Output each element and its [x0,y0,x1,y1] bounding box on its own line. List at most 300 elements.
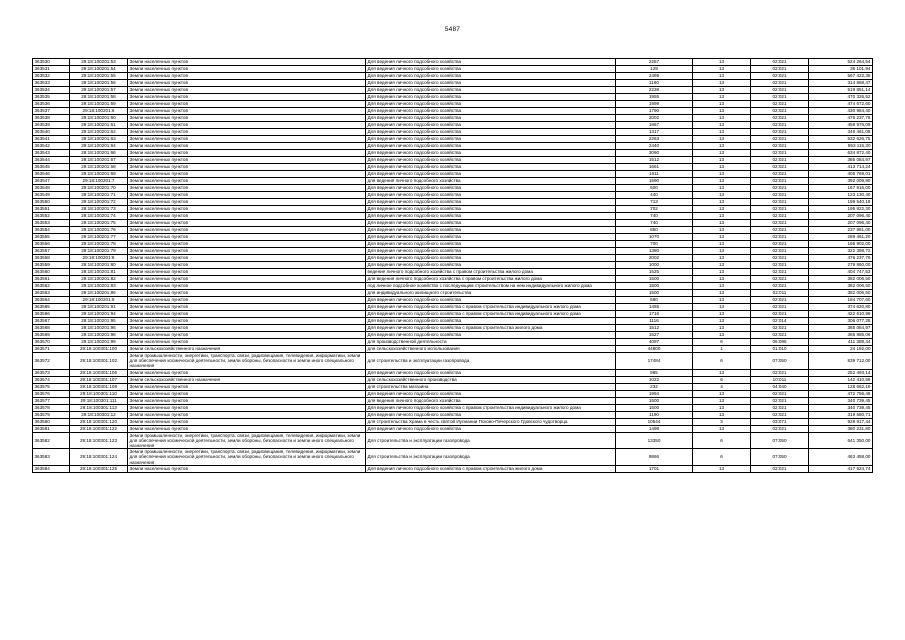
area-cell: 3060 [616,150,693,157]
use-code-cell: 02:021 [751,150,809,157]
permitted-use-cell: Для ведения личного подсобного хозяйства [366,318,616,325]
group-code-cell: 6 [693,339,751,346]
area-cell: 2257 [616,59,693,66]
group-code-cell: 13 [693,262,751,269]
permitted-use-cell: для строительства и эксплуатации газопровода [366,353,616,370]
cadastral-value-cell: 385 084,97 [809,157,873,164]
area-cell: 1716 [616,311,693,318]
use-code-cell: 02:021 [751,411,809,418]
cadastral-value-cell: 385 084,97 [809,325,873,332]
row-number-cell: 363584 [33,465,70,472]
permitted-use-cell: Для ведения личного подсобного хозяйства [366,80,616,87]
row-number-cell: 363560 [33,269,70,276]
cadastral-value-cell: 839 712,00 [809,353,873,370]
cadastral-value-cell: 340 739,45 [809,397,873,404]
permitted-use-cell: ведение личного подсобного хозяйства с правом строительства жилого дома [366,269,616,276]
table-row [33,66,873,73]
row-number-cell: 363554 [33,227,70,234]
area-cell: 1317 [616,129,693,136]
use-code-cell: 07:050 [751,353,809,370]
cadastral-value-cell: 382 006,50 [809,283,873,290]
area-cell: 1790 [616,108,693,115]
group-code-cell: 6 [693,353,751,370]
land-category-cell: Земли населенных пунктов [128,325,366,332]
use-code-cell: 01:010 [751,346,809,353]
cadastral-value-cell: 386 885,06 [809,332,873,339]
area-cell: 1070 [616,234,693,241]
cadastral-number-cell: 29:18:100201:79 [70,248,128,255]
cadastral-number-cell: 29:18:100201:59 [70,101,128,108]
land-category-cell: Земли населенных пунктов [128,122,366,129]
land-category-cell: Земли населенных пунктов [128,59,366,66]
land-category-cell: Земли населенных пунктов [128,241,366,248]
cadastral-number-cell: 29:18:100301:120 [70,418,128,425]
row-number-cell: 363555 [33,234,70,241]
row-number-cell: 363530 [33,59,70,66]
group-code-cell: 3 [693,418,751,425]
land-category-cell: Земли населенных пунктов [128,411,366,418]
use-code-cell: 02:021 [751,213,809,220]
land-category-cell: Земли населенных пунктов [128,192,366,199]
permitted-use-cell: Для ведения личного подсобного хозяйства с правом строительства жилого дома [366,465,616,472]
table-row [33,108,873,115]
permitted-use-cell: Для ведения личного подсобного хозяйства [366,94,616,101]
permitted-use-cell: Для ведения личного подсобного хозяйства с правом строительства индивидуального жилого дома [366,404,616,411]
permitted-use-cell: Для ведения личного подсобного хозяйства [366,220,616,227]
land-category-cell: Земли населенных пунктов [128,283,366,290]
cadastral-number-cell: 29:18:100201:68 [70,164,128,171]
group-code-cell: 13 [693,136,751,143]
use-code-cell: 02:021 [751,66,809,73]
table-row [33,418,873,425]
group-code-cell: 13 [693,311,751,318]
cadastral-value-cell: 340 739,45 [809,404,873,411]
cadastral-value-cell: 346 461,08 [809,129,873,136]
land-category-cell: Земли населенных пунктов [128,255,366,262]
group-code-cell: 6 [693,376,751,383]
row-number-cell: 363566 [33,311,70,318]
permitted-use-cell: Для строительства и эксплуатации газопровода [366,449,616,466]
land-category-cell: Земли промышленности, энергетики, транспорта, связи, радиовещания, телевидения, информатики, земли для обеспечения космической деятельности, земли обороны, безопасности и земли иного специального назначения [128,449,366,466]
row-number-cell: 363548 [33,185,70,192]
area-cell: 1512 [616,325,693,332]
row-number-cell: 363536 [33,101,70,108]
land-category-cell: Земли населенных пунктов [128,276,366,283]
land-category-cell: Земли сельскохозяйственного назначения [128,346,366,353]
group-code-cell: 4 [693,383,751,390]
permitted-use-cell: Для ведения личного подсобного хозяйства [366,262,616,269]
use-code-cell: 02:021 [751,101,809,108]
cadastral-number-cell: 29:18:100301:108 [70,383,128,390]
row-number-cell: 363550 [33,199,70,206]
table-row [33,122,873,129]
land-category-cell: Земли населенных пунктов [128,73,366,80]
permitted-use-cell: Для ведения личного подсобного хозяйства [366,171,616,178]
cadastral-number-cell: 29:18:100201:94 [70,311,128,318]
table-row [33,304,873,311]
cadastral-number-cell: 29:18:100301:107 [70,376,128,383]
permitted-use-cell: под личное подсобное хозяйство с последующим строительством на нем индивидуального жилого дома [366,283,616,290]
land-category-cell: Земли населенных пунктов [128,304,366,311]
row-number-cell: 363552 [33,213,70,220]
cadastral-value-cell: 319 580,71 [809,411,873,418]
group-code-cell: 13 [693,241,751,248]
table-row [33,325,873,332]
land-category-cell: Земли населенных пунктов [128,297,366,304]
area-cell: 1525 [616,269,693,276]
row-number-cell: 363562 [33,283,70,290]
land-category-cell: Земли населенных пунктов [128,87,366,94]
cadastral-number-cell: 29:18:100301:124 [70,449,128,466]
table-row [33,157,873,164]
use-code-cell: 02:021 [751,311,809,318]
area-cell: 2263 [616,136,693,143]
use-code-cell: 02:021 [751,129,809,136]
area-cell: 1512 [616,157,693,164]
table-row [33,383,873,390]
row-number-cell: 363553 [33,220,70,227]
area-cell: 1999 [616,101,693,108]
cadastral-number-cell: 29:18:100201:6 [70,108,128,115]
use-code-cell: 06:096 [751,339,809,346]
cadastral-value-cell: 463 458,00 [809,449,873,466]
cadastral-value-cell: 24 192,00 [809,346,873,353]
group-code-cell: 13 [693,192,751,199]
row-number-cell: 363583 [33,449,70,466]
permitted-use-cell: для ведения личного подсобного хозяйства [366,397,616,404]
table-row [33,465,873,472]
table-row [33,404,873,411]
table-row [33,94,873,101]
group-code-cell: 13 [693,157,751,164]
permitted-use-cell: Для ведения личного подсобного хозяйства [366,213,616,220]
use-code-cell: 02:021 [751,241,809,248]
cadastral-number-cell: 29:18:100201:70 [70,185,128,192]
group-code-cell: 13 [693,318,751,325]
group-code-cell: 13 [693,66,751,73]
permitted-use-cell: Для ведения личного подсобного хозяйства [366,241,616,248]
table-row [33,290,873,297]
permitted-use-cell: Для ведения личного подсобного хозяйства [366,425,616,432]
land-category-cell: Земли населенных пунктов [128,80,366,87]
cadastral-value-cell: 382 006,50 [809,290,873,297]
cadastral-number-cell: 29:18:100201:54 [70,66,128,73]
use-code-cell: 02:021 [751,122,809,129]
cadastral-value-cell: 404 747,53 [809,269,873,276]
land-category-cell: Земли населенных пунктов [128,185,366,192]
area-cell: 2002 [616,115,693,122]
area-cell: 1867 [616,122,693,129]
cadastral-number-cell: 29:18:100301:122 [70,425,128,432]
use-code-cell: 02:021 [751,171,809,178]
table-row [33,432,873,449]
cadastral-number-cell: 29:18:100201:62 [70,129,128,136]
use-code-cell: 10:011 [751,376,809,383]
table-row [33,206,873,213]
group-code-cell: 13 [693,297,751,304]
area-cell: 1500 [616,290,693,297]
group-code-cell: 13 [693,101,751,108]
cadastral-number-cell: 29:18:100201:74 [70,213,128,220]
area-cell: 1022 [616,376,693,383]
table-row [33,136,873,143]
cadastral-value-cell: 322 398,72 [809,248,873,255]
permitted-use-cell: Для ведения личного подсобного хозяйства [366,73,616,80]
area-cell: 600 [616,185,693,192]
permitted-use-cell: Для ведения личного подсобного хозяйства [366,115,616,122]
table-row [33,185,873,192]
permitted-use-cell: Для строительства и эксплуатации газопровода [366,432,616,449]
area-cell: 1380 [616,248,693,255]
cadastral-number-cell: 29:18:100201:81 [70,269,128,276]
table-row [33,262,873,269]
group-code-cell: 13 [693,425,751,432]
group-code-cell: 6 [693,449,751,466]
row-number-cell: 363567 [33,318,70,325]
land-category-cell: Земли населенных пунктов [128,164,366,171]
cadastral-value-cell: 392 009,90 [809,178,873,185]
row-number-cell: 363582 [33,432,70,449]
group-code-cell: 13 [693,122,751,129]
land-category-cell: Земли населенных пунктов [128,234,366,241]
row-number-cell: 363565 [33,304,70,311]
cadastral-value-cell: 374 620,80 [809,304,873,311]
use-code-cell: 02:021 [751,206,809,213]
cadastral-number-cell: 29:18:100201:77 [70,234,128,241]
cadastral-value-cell: 474 672,60 [809,101,873,108]
group-code-cell: 13 [693,390,751,397]
cadastral-number-cell: 29:18:100201:80 [70,262,128,269]
permitted-use-cell: для ведения личного подсобного хозяйства [366,178,616,185]
permitted-use-cell: для сельскохозяйственного производства [366,376,616,383]
row-number-cell: 363549 [33,192,70,199]
use-code-cell: 02:021 [751,325,809,332]
row-number-cell: 363579 [33,411,70,418]
cadastral-value-cell: 430 984,40 [809,108,873,115]
land-category-cell: Земли населенных пунктов [128,115,366,122]
land-category-cell: Земли населенных пунктов [128,262,366,269]
permitted-use-cell: Для ведения личного подсобного хозяйства с правом строительства индивидуального жилого дома [366,311,616,318]
row-number-cell: 363559 [33,262,70,269]
area-cell: 9866 [616,449,693,466]
area-cell: 2002 [616,255,693,262]
table-row [33,101,873,108]
group-code-cell: 13 [693,234,751,241]
land-category-cell: Земли населенных пунктов [128,199,366,206]
permitted-use-cell: для строительства магазина [366,383,616,390]
cadastral-number-cell: 29:18:100201:58 [70,94,128,101]
cadastral-number-cell: 29:18:100201:98 [70,332,128,339]
area-cell: 702 [616,206,693,213]
cadastral-value-cell: 634 872,40 [809,150,873,157]
cadastral-value-cell: 306 077,28 [809,318,873,325]
row-number-cell: 363544 [33,157,70,164]
cadastral-value-cell: 380 231,80 [809,425,873,432]
group-code-cell: 13 [693,73,751,80]
permitted-use-cell: Для ведения личного подсобного хозяйства [366,192,616,199]
group-code-cell: 13 [693,185,751,192]
cadastral-value-cell: 207 096,40 [809,213,873,220]
cadastral-number-cell: 29:18:100201:72 [70,199,128,206]
land-category-cell: Земли населенных пунктов [128,383,366,390]
land-category-cell: Земли населенных пунктов [128,143,366,150]
table-row [33,192,873,199]
table-row [33,87,873,94]
group-code-cell: 13 [693,465,751,472]
group-code-cell: 6 [693,432,751,449]
permitted-use-cell: для строительства Храма в честь святой Иулиании Псково-Печерского Гдовского чудотворца [366,418,616,425]
group-code-cell: 13 [693,171,751,178]
row-number-cell: 363570 [33,339,70,346]
row-number-cell: 363573 [33,369,70,376]
land-category-cell: Земли промышленности, энергетики, транспорта, связи, радиовещания, телевидения, информатики, земли для обеспечения космической деятельности, земли обороны, безопасности и земли иного специального назначения [128,432,366,449]
area-cell: 440 [616,192,693,199]
group-code-cell: 13 [693,206,751,213]
area-cell: 1661 [616,164,693,171]
land-category-cell: Земли населенных пунктов [128,178,366,185]
permitted-use-cell: Для ведения личного подсобного хозяйства [366,143,616,150]
table-row [33,171,873,178]
page-number: 5487 [444,26,461,33]
row-number-cell: 363571 [33,346,70,353]
use-code-cell: 02:011 [751,290,809,297]
cadastral-value-cell: 184 707,60 [809,297,873,304]
row-number-cell: 363581 [33,425,70,432]
permitted-use-cell: для ведения личного подсобного хозяйства с правом строительства жилого дома [366,276,616,283]
use-code-cell: 02:021 [751,108,809,115]
permitted-use-cell: Для ведения личного подсобного хозяйства [366,255,616,262]
group-code-cell: 13 [693,255,751,262]
table-row [33,178,873,185]
permitted-use-cell: Для ведения личного подсобного хозяйства [366,66,616,73]
row-number-cell: 363551 [33,206,70,213]
row-number-cell: 363575 [33,383,70,390]
row-number-cell: 363534 [33,87,70,94]
cadastral-number-cell: 29:18:100201:78 [70,241,128,248]
use-code-cell: 04:040 [751,383,809,390]
use-code-cell: 02:021 [751,94,809,101]
table-row [33,269,873,276]
table-row [33,397,873,404]
land-category-cell: Земли населенных пунктов [128,66,366,73]
row-number-cell: 363545 [33,164,70,171]
area-cell: 1160 [616,80,693,87]
row-number-cell: 363574 [33,376,70,383]
land-category-cell: Земли промышленности, энергетики, транспорта, связи, радиовещания, телевидения, информатики, земли для обеспечения космической деятельности, земли обороны, безопасности и земли иного специального назначения [128,353,366,370]
row-number-cell: 363576 [33,390,70,397]
area-cell: 850 [616,227,693,234]
cadastral-value-cell: 470 326,52 [809,94,873,101]
land-category-cell: Земли населенных пунктов [128,332,366,339]
group-code-cell: 13 [693,87,751,94]
cadastral-value-cell: 476 237,76 [809,115,873,122]
table-row [33,318,873,325]
land-category-cell: Земли населенных пунктов [128,129,366,136]
use-code-cell: 02:021 [751,297,809,304]
land-category-cell: Земли населенных пунктов [128,290,366,297]
use-code-cell: 02:021 [751,80,809,87]
permitted-use-cell: Для ведения личного подсобного хозяйства [366,101,616,108]
land-category-cell: Земли населенных пунктов [128,390,366,397]
cadastral-number-cell: 29:18:100201:69 [70,171,128,178]
row-number-cell: 363541 [33,136,70,143]
use-code-cell: 02:021 [751,269,809,276]
row-number-cell: 363543 [33,150,70,157]
cadastral-value-table [32,58,873,473]
area-cell: 1500 [616,397,693,404]
permitted-use-cell: Для ведения личного подсобного хозяйства [366,129,616,136]
cadastral-value-cell: 195 902,00 [809,241,873,248]
table-row [33,115,873,122]
permitted-use-cell: Для ведения личного подсобного хозяйства [366,164,616,171]
cadastral-number-cell: 29:18:100201:66 [70,150,128,157]
cadastral-number-cell: 29:18:100201:75 [70,220,128,227]
cadastral-value-cell: 413 714,24 [809,164,873,171]
cadastral-number-cell: 29:18:100201:57 [70,87,128,94]
use-code-cell: 02:021 [751,185,809,192]
cadastral-number-cell: 29:18:100301:12 [70,411,128,418]
use-code-cell: 02:021 [751,199,809,206]
area-cell: 700 [616,241,693,248]
use-code-cell: 02:021 [751,73,809,80]
area-cell: 1527 [616,332,693,339]
use-code-cell: 02:021 [751,178,809,185]
cadastral-value-cell: 252 493,14 [809,369,873,376]
table-row [33,283,873,290]
permitted-use-cell: Для ведения личного подсобного хозяйства [366,108,616,115]
use-code-cell: 02:021 [751,283,809,290]
permitted-use-cell: Для ведения личного подсобного хозяйства [366,297,616,304]
row-number-cell: 363539 [33,122,70,129]
table-row [33,80,873,87]
area-cell: 2499 [616,73,693,80]
group-code-cell: 13 [693,369,751,376]
use-code-cell: 02:021 [751,425,809,432]
area-cell: 1500 [616,283,693,290]
row-number-cell: 363578 [33,404,70,411]
permitted-use-cell: Для ведения личного подсобного хозяйства [366,411,616,418]
use-code-cell: 02:021 [751,192,809,199]
table-row [33,73,873,80]
use-code-cell: 02:021 [751,276,809,283]
row-number-cell: 363533 [33,80,70,87]
group-code-cell: 13 [693,269,751,276]
table-row [33,164,873,171]
land-category-cell: Земли населенных пунктов [128,220,366,227]
table-row [33,143,873,150]
group-code-cell: 13 [693,276,751,283]
cadastral-value-cell: 207 096,40 [809,220,873,227]
row-number-cell: 363572 [33,353,70,370]
area-cell: 660 [616,297,693,304]
area-cell: 1701 [616,465,693,472]
group-code-cell: 13 [693,143,751,150]
cadastral-number-cell: 29:18:100201:96 [70,325,128,332]
table-row [33,199,873,206]
land-category-cell: Земли населенных пунктов [128,248,366,255]
cadastral-value-cell: 928 917,44 [809,418,873,425]
cadastral-number-cell: 29:18:100201:95 [70,318,128,325]
group-code-cell: 13 [693,178,751,185]
land-category-cell: Земли населенных пунктов [128,150,366,157]
area-cell: 713 [616,199,693,206]
cadastral-value-cell: 411 388,44 [809,339,873,346]
table-row [33,369,873,376]
permitted-use-cell: Для ведения личного подсобного хозяйства [366,390,616,397]
cadastral-number-cell: 29:18:100201:82 [70,276,128,283]
area-cell: 2440 [616,143,693,150]
permitted-use-cell: Для ведения личного подсобного хозяйства [366,248,616,255]
